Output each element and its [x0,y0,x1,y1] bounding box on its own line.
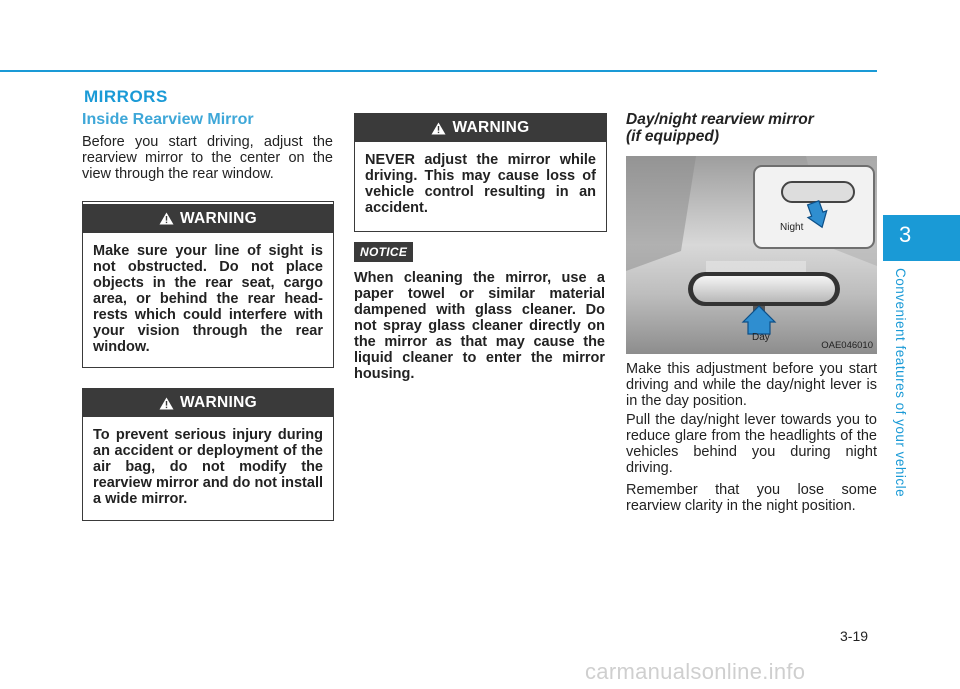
section-title: MIRRORS [84,87,168,106]
warning-text: To prevent serious injury during an accident or deployment of the air bag, do not modify the rearview mirror and do not install a wide mirror. [93,427,323,507]
warning-triangle-icon [159,397,174,410]
day-label: Day [752,332,770,343]
warning-text: NEVER adjust the mirror while driving. This may cause loss of vehicle control resulting in an accident. [365,152,596,216]
intro-paragraph: Before you start driving, adjust the rearview mirror to the center on the view through the rear window. [82,134,333,182]
warning-text: Make sure your line of sight is not obstructed. Do not place objects in the rear seat, cargo area, or behind the rear head-rests which could interfere with your vision through the rear window. [93,243,323,355]
lever-paragraph: Pull the day/night lever towards you to reduce glare from the headlights of the vehicles behind you during night driving. [626,412,877,476]
day-night-heading-line2: (if equipped) [626,128,719,145]
chapter-title: Convenient features of your vehicle [893,268,908,498]
warning-label: WARNING [179,394,257,411]
chapter-tab [883,215,960,261]
figure-code: OAE046010 [821,340,873,351]
mirror-photo [626,156,877,354]
watermark: carmanualsonline.info [585,659,806,684]
warning-box-line-of-sight [82,201,334,368]
day-night-heading-line1: Day/night rearview mirror [626,111,814,128]
warning-header [83,204,333,233]
chapter-number: 3 [899,222,912,247]
inside-mirror-heading: Inside Rearview Mirror [82,111,254,128]
notice-text: When cleaning the mirror, use a paper towel or similar material dampened with glass cleaner. Do not spray glass cleaner directly on the mirror as that may cause the liquid cleaner to enter the mirror housing. [354,270,605,382]
mirror-illustration [626,156,877,354]
adjustment-paragraph: Make this adjustment before you start driving and while the day/night lever is in the day position. [626,361,877,409]
warning-header [355,114,606,142]
warning-triangle-icon [159,212,174,225]
warning-label: WARNING [179,209,257,227]
night-label: Night [780,222,804,233]
warning-label: WARNING [452,119,530,136]
page-number: 3-19 [840,628,869,644]
warning-triangle-icon [431,122,446,135]
warning-header [83,389,333,417]
warning-box-air-bag [82,388,334,521]
day-night-heading [626,111,814,145]
warning-box-never-adjust [354,113,607,232]
header-rule [0,70,877,72]
notice-badge: NOTICE [354,242,413,262]
clarity-paragraph: Remember that you lose some rearview clarity in the night position. [626,482,877,514]
